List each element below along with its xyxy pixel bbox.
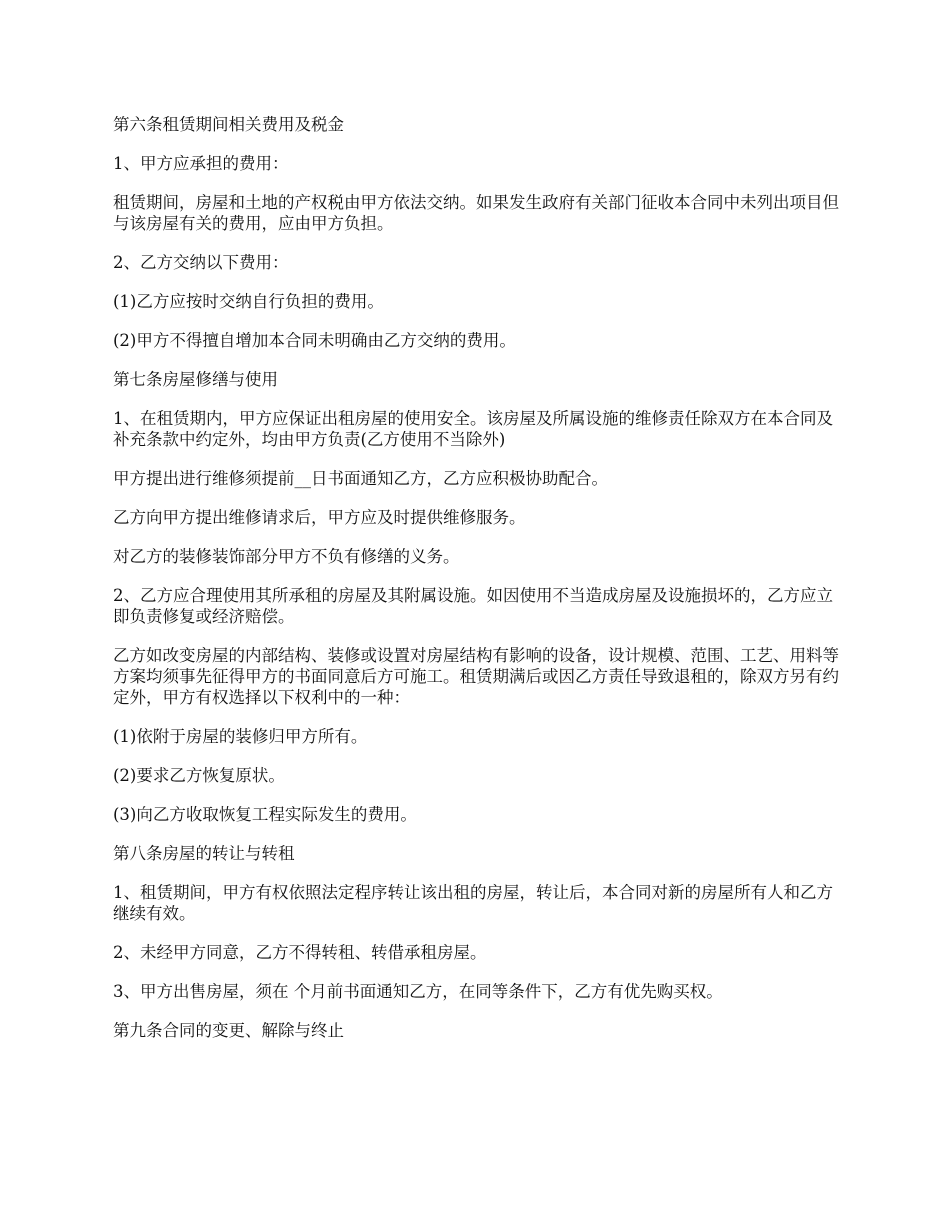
paragraph: (1)依附于房屋的装修归甲方所有。 (113, 727, 368, 746)
paragraph: 2、乙方交纳以下费用： (113, 253, 289, 272)
document-body (113, 114, 843, 1059)
paragraph: (1)乙方应按时交纳自行负担的费用。 (113, 292, 384, 311)
paragraph: 1、甲方应承担的费用： (113, 154, 289, 173)
paragraph: 甲方提出进行维修须提前__日书面通知乙方，乙方应积极协助配合。 (113, 469, 608, 488)
paragraph: 租赁期间，房屋和土地的产权税由甲方依法交纳。如果发生政府有关部门征收本合同中未列出项目但与该房屋有关的费用，应由甲方负担。 (113, 193, 839, 233)
paragraph: 2、乙方应合理使用其所承租的房屋及其附属设施。如因使用不当造成房屋及设施损坏的，乙方应立即负责修复或经济赔偿。 (113, 586, 833, 626)
paragraph: 对乙方的装修装饰部分甲方不负有修缮的义务。 (113, 547, 460, 566)
paragraph: 2、未经甲方同意，乙方不得转租、转借承租房屋。 (113, 943, 487, 962)
paragraph: 1、租赁期间，甲方有权依照法定程序转让该出租的房屋，转让后，本合同对新的房屋所有人和乙方继续有效。 (113, 883, 833, 923)
article-7-heading: 第七条房屋修缮与使用 (113, 370, 278, 389)
article-9-heading: 第九条合同的变更、解除与终止 (113, 1021, 344, 1040)
paragraph: 乙方如改变房屋的内部结构、装修或设置对房屋结构有影响的设备，设计规模、范围、工艺、用料等方案均须事先征得甲方的书面同意后方可施工。租赁期满后或因乙方责任导致退租的，除双方另有约定外，甲方有权选择以下权利中的一种： (113, 646, 839, 707)
paragraph: 1、在租赁期内，甲方应保证出租房屋的使用安全。该房屋及所属设施的维修责任除双方在本合同及补充条款中约定外，均由甲方负责(乙方使用不当除外) (113, 409, 833, 449)
paragraph: 乙方向甲方提出维修请求后，甲方应及时提供维修服务。 (113, 508, 526, 527)
paragraph: (2)要求乙方恢复原状。 (113, 766, 285, 785)
paragraph: (2)甲方不得擅自增加本合同未明确由乙方交纳的费用。 (113, 331, 516, 350)
paragraph: (3)向乙方收取恢复工程实际发生的费用。 (113, 805, 417, 824)
article-6-heading: 第六条租赁期间相关费用及税金 (113, 115, 344, 134)
paragraph: 3、甲方出售房屋，须在 个月前书面通知乙方，在同等条件下，乙方有优先购买权。 (113, 982, 723, 1001)
article-8-heading: 第八条房屋的转让与转租 (113, 844, 295, 863)
